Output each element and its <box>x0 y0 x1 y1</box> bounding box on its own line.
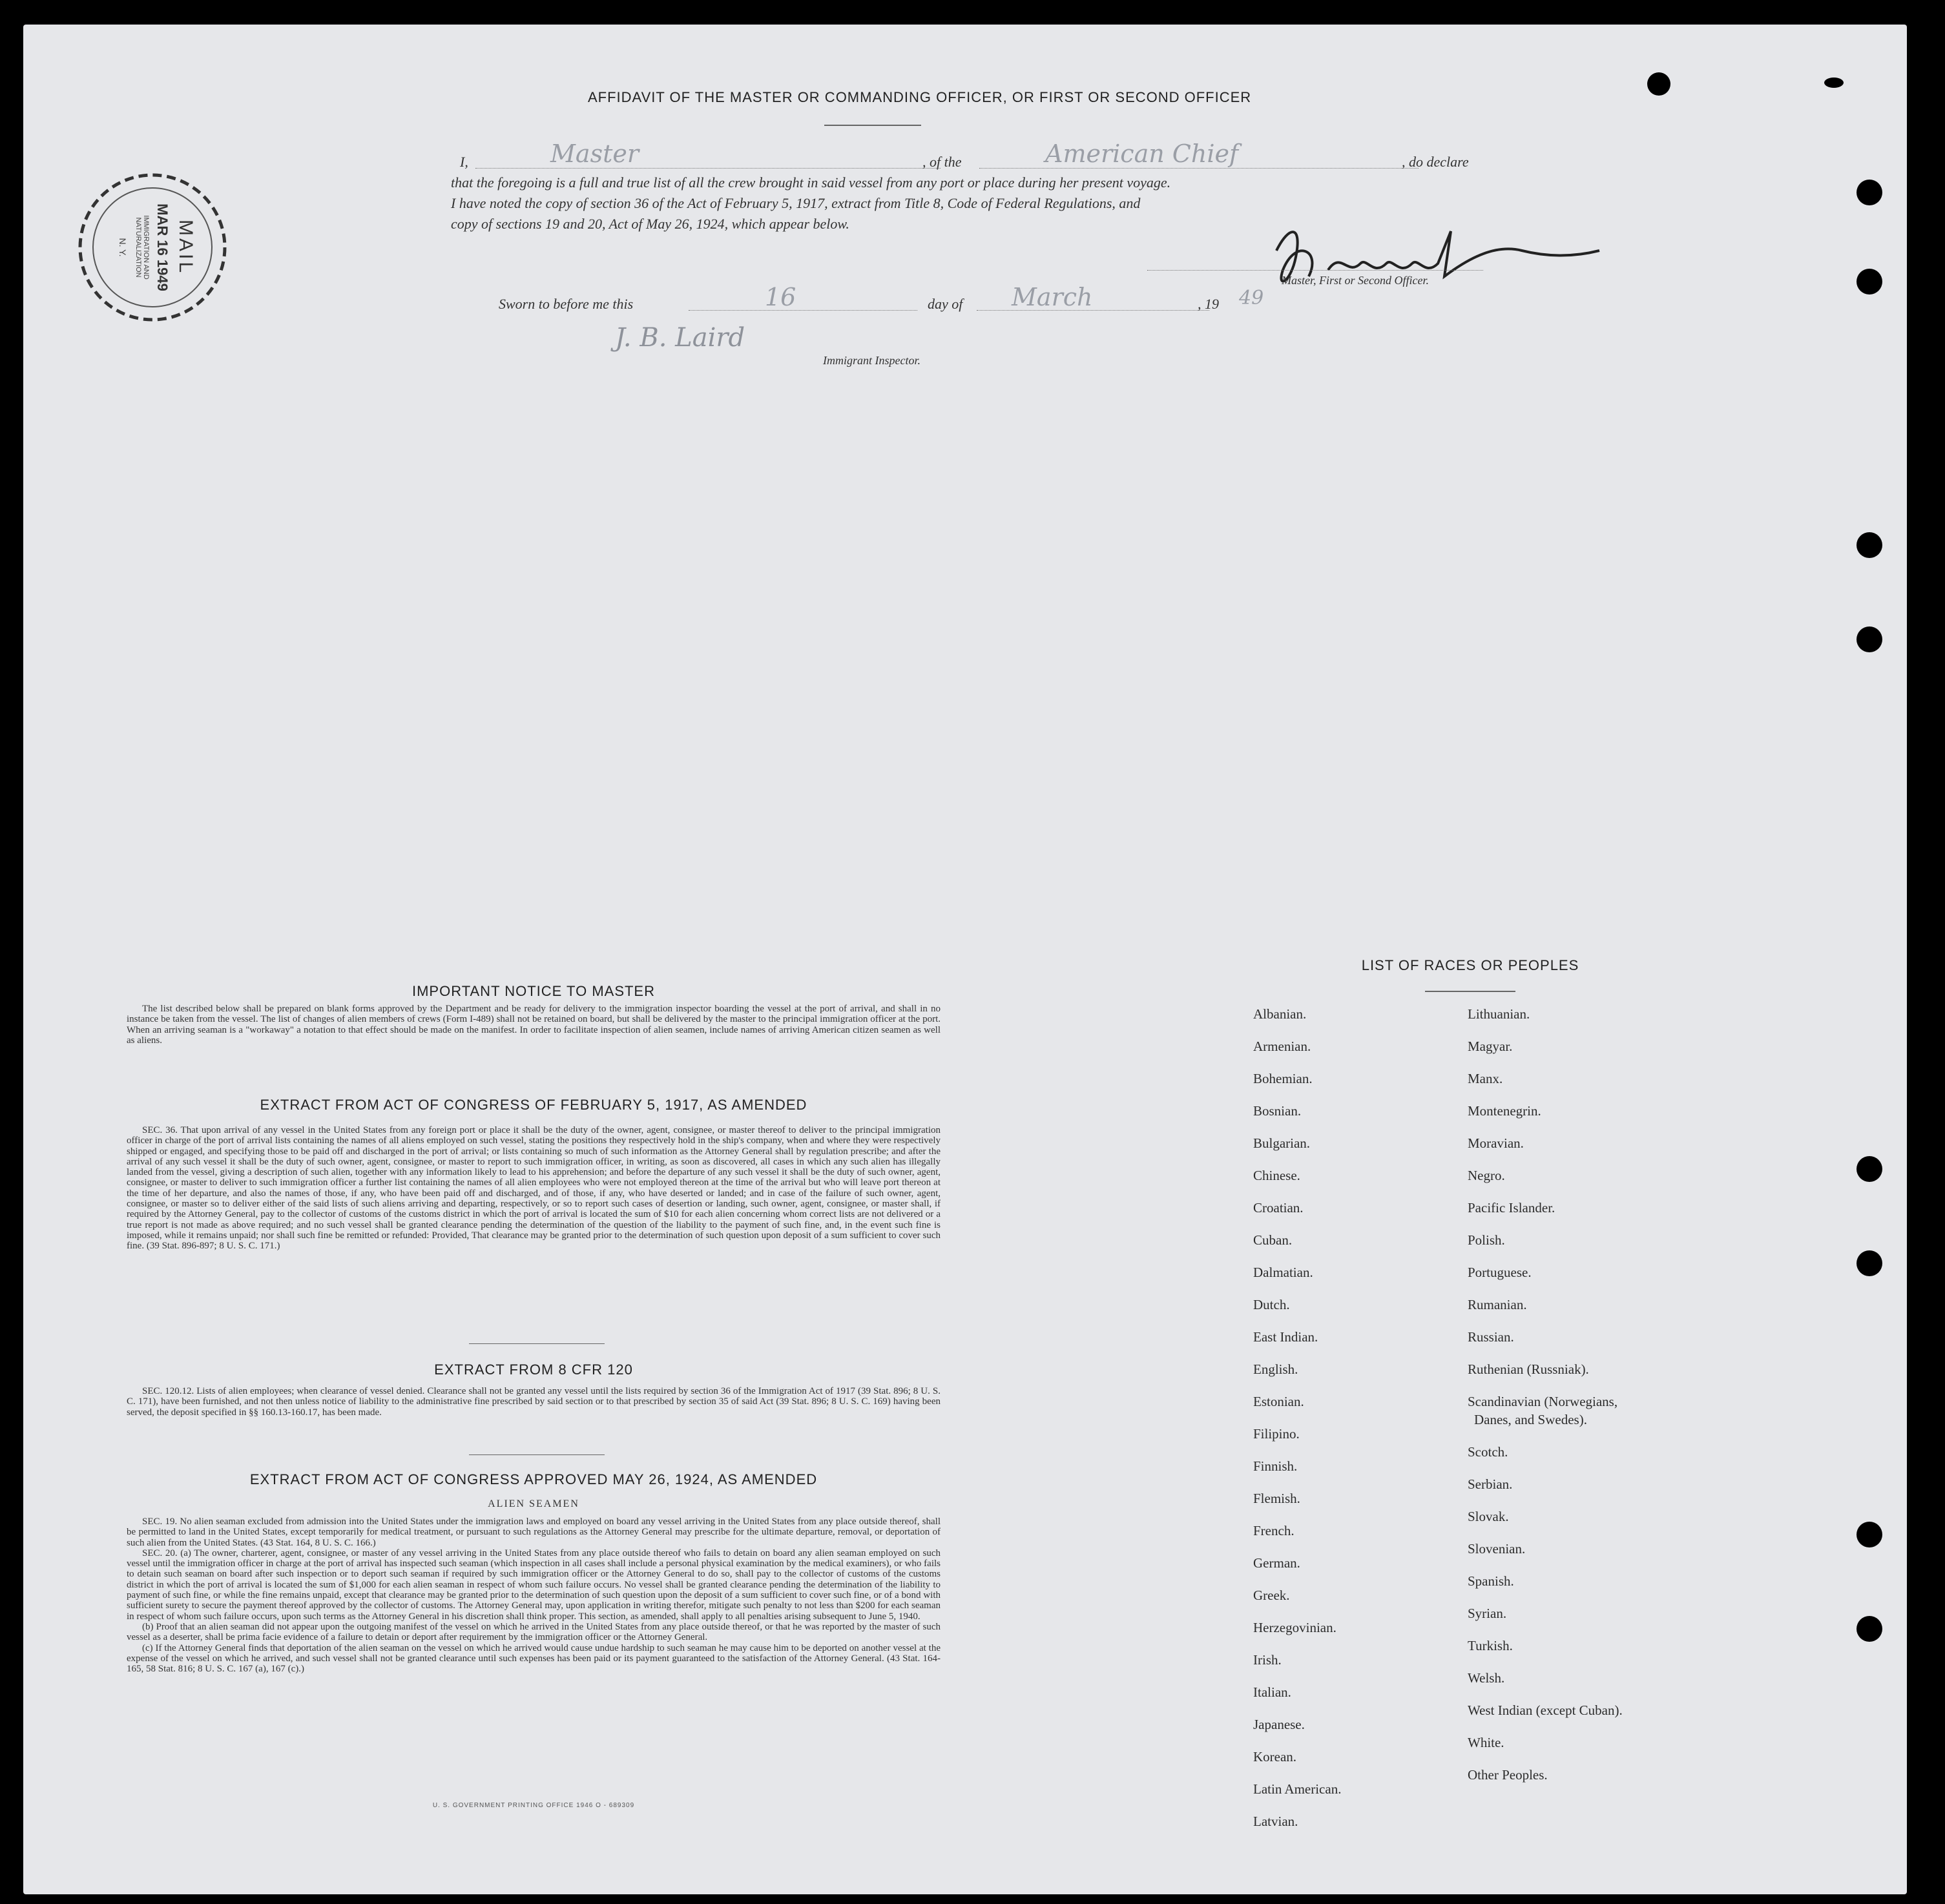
race-item: Dalmatian. <box>1253 1265 1313 1280</box>
stamp-date: MAR 16 1949 <box>154 203 171 291</box>
race-item: Slovak. <box>1468 1509 1509 1524</box>
race-item: Finnish. <box>1253 1458 1298 1474</box>
punch-hole <box>1857 626 1882 652</box>
race-item: Serbian. <box>1468 1476 1513 1492</box>
race-item: Irish. <box>1253 1652 1282 1668</box>
race-item: English. <box>1253 1361 1298 1377</box>
punch-hole <box>1857 269 1882 295</box>
race-item: White. <box>1468 1735 1504 1750</box>
race-item: Dutch. <box>1253 1297 1290 1312</box>
race-item: Portuguese. <box>1468 1265 1532 1280</box>
race-item: Herzegovinian. <box>1253 1620 1337 1635</box>
race-item: Latvian. <box>1253 1814 1298 1829</box>
vessel-blank <box>979 168 1419 169</box>
race-item: Magyar. <box>1468 1039 1513 1054</box>
race-item: Filipino. <box>1253 1426 1300 1442</box>
declaration-line-2: that the foregoing is a full and true list of all the crew brought in said vessel from any port or place during her present voyage. <box>451 174 1171 191</box>
punch-hole <box>1857 1250 1882 1276</box>
sworn-year-prefix: , 19 <box>1198 296 1219 312</box>
extract-1924-subtitle: ALIEN SEAMEN <box>488 1498 579 1509</box>
race-item: Japanese. <box>1253 1717 1305 1732</box>
notice-paragraph: The list described below shall be prepared on blank forms approved by the Department and be ready for delivery to the immigration inspector boarding the vessel at the port of arrival, and shall in no instance be taken from the vessel. The list of changes of alien members of crews (Form I-489) shall not be retained on board, but shall be delivered by the master to the principal immigration officer at the port. When an arriving seaman is a "workaway" a notation to that effect should be made on the manifest. In order to facilitate inspection of alien seamen, include names of arriving American citizen seamen as well as aliens. <box>127 1004 941 1046</box>
punch-hole <box>1857 180 1882 205</box>
extract-1917-body <box>127 1125 941 1252</box>
extract-cfr-paragraph: SEC. 120.12. Lists of alien employees; when clearance of vessel denied. Clearance shall not be granted any vessel until the lists required by section 36 of the Immigration Act of 1917 (39 Stat. 896; 8 U. S. C. 171), have been furnished, and not then unless notice of liability to the administrative fine prescribed by said section or to that prescribed by section 35 of said Act (39 Stat. 896; 8 U. S. C. 169) having been served, the deposit specified in §§ 160.13-160.17, has been made. <box>127 1386 941 1418</box>
race-item: Bohemian. <box>1253 1071 1313 1086</box>
punch-hole <box>1824 78 1844 88</box>
stamp-text-group <box>75 170 230 325</box>
inspector-label: Immigrant Inspector. <box>823 354 920 367</box>
race-item: Slovenian. <box>1468 1541 1526 1557</box>
printing-footer: U. S. GOVERNMENT PRINTING OFFICE 1946 O - 689309 <box>432 1802 635 1809</box>
race-item: Danes, and Swedes). <box>1474 1412 1587 1427</box>
race-item: Spanish. <box>1468 1573 1514 1589</box>
race-item: Cuban. <box>1253 1232 1293 1248</box>
race-item: Armenian. <box>1253 1039 1311 1054</box>
race-item: Manx. <box>1468 1071 1503 1086</box>
notice-title: IMPORTANT NOTICE TO MASTER <box>411 983 655 999</box>
sworn-month: March <box>1012 283 1093 311</box>
race-item: Ruthenian (Russniak). <box>1468 1361 1589 1377</box>
race-item: Russian. <box>1468 1329 1514 1345</box>
race-item: Negro. <box>1468 1168 1505 1183</box>
race-item: Scandinavian (Norwegians, <box>1468 1394 1618 1409</box>
race-item: Estonian. <box>1253 1394 1304 1409</box>
inspector-signature: J. B. Laird <box>615 323 745 353</box>
race-item: German. <box>1253 1555 1300 1571</box>
extract-cfr-body <box>127 1386 941 1418</box>
race-item: Scotch. <box>1468 1444 1508 1460</box>
race-item: East Indian. <box>1253 1329 1318 1345</box>
race-item: Bulgarian. <box>1253 1135 1311 1151</box>
master-signature-line <box>1147 270 1483 271</box>
race-item: Pacific Islander. <box>1468 1200 1555 1216</box>
master-signature-label: Master, First or Second Officer. <box>1282 274 1429 287</box>
sworn-day-of: day of <box>928 296 963 312</box>
race-item: Moravian. <box>1468 1135 1524 1151</box>
race-item: West Indian (except Cuban). <box>1468 1702 1623 1718</box>
sworn-year-suffix: 49 <box>1239 287 1264 309</box>
stamp-agency: IMMIGRATION AND NATURALIZATION <box>134 215 150 280</box>
divider-2 <box>469 1454 605 1455</box>
race-item: Other Peoples. <box>1468 1767 1548 1783</box>
declaration-line-3: I have noted the copy of section 36 of the Act of February 5, 1917, extract from Title 8, Code of Federal Regulations, and <box>451 195 1141 211</box>
sworn-text: Sworn to before me this <box>499 296 634 312</box>
extract-cfr-title: EXTRACT FROM 8 CFR 120 <box>434 1361 633 1378</box>
sworn-day-blank <box>689 310 917 311</box>
race-item: Italian. <box>1253 1684 1291 1700</box>
title-divider <box>824 125 921 126</box>
race-item: Flemish. <box>1253 1491 1300 1506</box>
notice-body <box>127 1004 941 1046</box>
race-item: Welsh. <box>1468 1670 1505 1686</box>
declaration-i: I, <box>460 154 468 170</box>
extract-1924-body <box>127 1516 941 1674</box>
extract-1924-title: EXTRACT FROM ACT OF CONGRESS APPROVED MAY 26, 1924, AS AMENDED <box>249 1471 818 1487</box>
race-item: Turkish. <box>1468 1638 1513 1653</box>
master-signature <box>1251 212 1612 302</box>
affidavit-title: AFFIDAVIT OF THE MASTER OR COMMANDING OFFICER, OR FIRST OR SECOND OFFICER <box>588 89 1252 105</box>
race-item: Korean. <box>1253 1749 1297 1764</box>
race-item: Lithuanian. <box>1468 1006 1530 1022</box>
race-item: Rumanian. <box>1468 1297 1527 1312</box>
extract-1917-paragraph: SEC. 36. That upon arrival of any vessel in the United States from any foreign port or place it shall be the duty of the owner, agent, consignee, or master thereof to deliver to the principal immigration officer in charge of the port of arrival lists containing the names of all aliens employed on such vessel, stating the positions they respectively hold in the ship's company, when and where they were respectively shipped or engaged, and specifying those to be paid off and discharged in the port of arrival; or lists containing so much of such information as the Attorney General shall by regulation prescribe; and after the arrival of any such vessel it shall be the duty of such owner, agent, consignee, or master to report to such immigration officer, in writing, as soon as discovered, all cases in which any such alien has illegally landed from the vessel, giving a description of such alien, together with any information likely to lead to his apprehension; and before the departure of any such vessel it shall be the duty of such owner, agent, consignee, or master to deliver to such immigration officer a further list containing the names of all alien employees who were not employed thereon at the time of the arrival but who will leave port thereon at the time of her departure, and also the names of those, if any, who have been paid off and discharged, and of those, if any, who have deserted or landed; and in case of the failure of such owner, agent, consignee, or master so to deliver either of the said lists of such aliens arriving and departing, respectively, or so to report such cases of desertion or landing, such owner, agent, consignee, or master shall, if required by the Attorney General, pay to the collector of customs of the customs district in which the port of arrival is located the sum of $10 for each alien concerning whom correct lists are not delivered or a true report is not made as above required; and no such vessel shall be granted clearance pending the determination of the question of the liability to the payment of such fine, and, in the event such fine is imposed, while it remains unpaid; nor shall such fine be remitted or refunded: Provided, That clearance may be granted prior to the determination of such question upon deposit of a sum sufficient to cover such fine. (39 Stat. 896-897; 8 U. S. C. 171.) <box>127 1125 941 1252</box>
punch-hole <box>1857 532 1882 558</box>
stamp-city: N. Y. <box>118 238 128 257</box>
race-item: Croatian. <box>1253 1200 1304 1216</box>
race-item: French. <box>1253 1523 1295 1538</box>
punch-hole <box>1857 1522 1882 1547</box>
race-item: Chinese. <box>1253 1168 1300 1183</box>
race-item: Albanian. <box>1253 1006 1307 1022</box>
divider-1 <box>469 1343 605 1344</box>
declaration-line-4: copy of sections 19 and 20, Act of May 26, 1924, which appear below. <box>451 216 849 232</box>
vessel-handwritten: American Chief <box>1045 140 1239 168</box>
race-item: Greek. <box>1253 1588 1290 1603</box>
extract-1917-title: EXTRACT FROM ACT OF CONGRESS OF FEBRUARY 5, 1917, AS AMENDED <box>260 1097 807 1113</box>
stamp-mail: MAIL <box>175 219 196 276</box>
races-title: LIST OF RACES OR PEOPLES <box>1361 957 1579 973</box>
declaration-do-declare: , do declare <box>1402 154 1469 170</box>
document-page <box>23 25 1907 1894</box>
rank-blank <box>475 168 941 169</box>
rank-handwritten: Master <box>550 140 639 168</box>
sworn-day: 16 <box>765 283 796 311</box>
extract-1924-sec20a: SEC. 20. (a) The owner, charterer, agent, consignee, or master of any vessel arriving in the United States from any place outside thereof who fails to detain on board any alien seaman employed on such vessel until the immigration officer in charge at the port of arrival has inspected such seaman (which inspection in all cases shall include a personal physical examination by the medical examiners), or who fails to detain such seaman on board after such inspection or to deport such seaman if required by such immigration officer or the Attorney General to do so, shall pay to the collector of customs of the customs district in which the port of arrival is located the sum of $1,000 for each alien seaman in respect of whom such failure occurs. No vessel shall be granted clearance pending the determination of the liability to payment of such fine, or while the fine remains unpaid, except that clearance may be granted prior to the determination of such question upon the deposit of a sum sufficient to cover such fine, or of a bond with sufficient surety to secure the payment thereof approved by the collector of customs. The Attorney General may, upon application in writing therefor, mitigate such penalty to not less than $200 for each seaman in respect of whom such failure occurs, upon such terms as the Attorney General in his discretion shall think proper. This section, as amended, shall apply to all penalties arising subsequent to June 5, 1940. <box>127 1547 941 1622</box>
punch-hole <box>1647 72 1670 96</box>
race-item: Latin American. <box>1253 1781 1342 1797</box>
race-item: Montenegrin. <box>1468 1103 1541 1119</box>
race-item: Polish. <box>1468 1232 1505 1248</box>
mail-stamp <box>75 170 230 325</box>
punch-hole <box>1857 1616 1882 1642</box>
punch-hole <box>1857 1156 1882 1182</box>
races-divider <box>1425 991 1515 992</box>
extract-1924-sec20c: (c) If the Attorney General finds that deportation of the alien seaman on the vessel on which he arrived would cause undue hardship to such seaman he may cause him to be deported on another vessel at the expense of the vessel on which he arrived, and such vessel shall not be granted clearance until such expenses has been paid or its payment guaranteed to the satisfaction of the Attorney General. (43 Stat. 164-165, 58 Stat. 816; 8 U. S. C. 167 (a), 167 (c).) <box>127 1642 941 1675</box>
race-item: Bosnian. <box>1253 1103 1302 1119</box>
extract-1924-sec20b: (b) Proof that an alien seaman did not appear upon the outgoing manifest of the vessel on which he arrived in the United States from any place outside thereof, or that he was reported by the master of such vessel as a deserter, shall be prima facie evidence of a failure to detain or deport after requirement by the immigration officer or the Attorney General. <box>127 1621 941 1643</box>
extract-1924-sec19: SEC. 19. No alien seaman excluded from admission into the United States under the immigration laws and employed on board any vessel arriving in the United States from any place outside thereof, shall be permitted to land in the United States, except temporarily for medical treatment, or pursuant to such regulations as the Attorney General may prescribe for the ultimate departure, removal, or deportation of such alien from the United States. (43 Stat. 164, 8 U. S. C. 166.) <box>127 1516 941 1548</box>
declaration-of-the: , of the <box>922 154 962 170</box>
race-item: Syrian. <box>1468 1606 1507 1621</box>
